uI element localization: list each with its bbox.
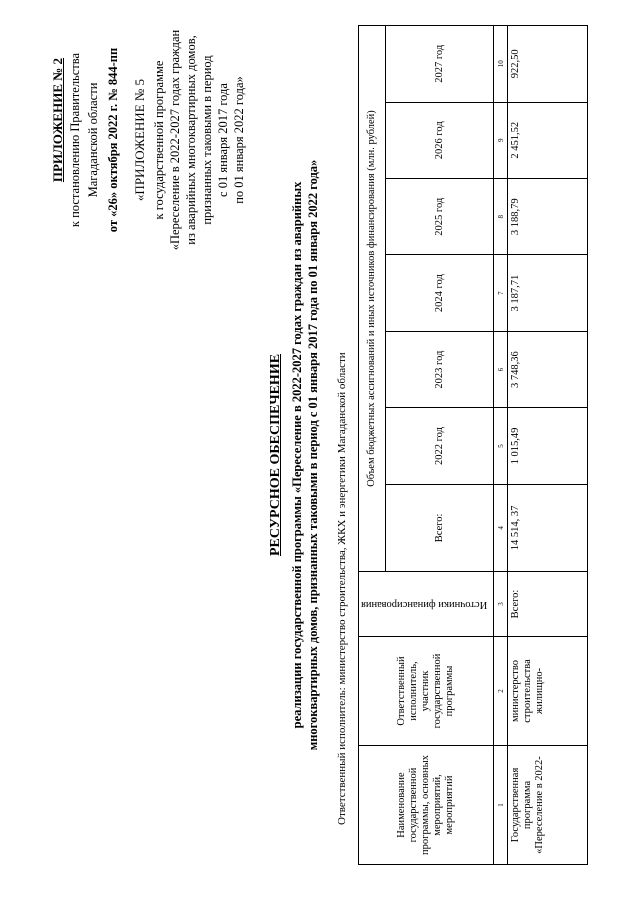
resource-table <box>358 25 588 865</box>
document-subtitle-line-2: многоквартирных домов, признанных таковыми в период с 01 января 2017 года по 01 января 2022 года» <box>306 159 320 751</box>
col-header-2022: 2022 год <box>386 408 494 484</box>
appendix-5-line-5: с 01 января 2017 года <box>216 83 230 197</box>
row-2026: 2 451,52 <box>508 102 588 178</box>
document-title: РЕСУРСНОЕ ОБЕСПЕЧЕНИЕ <box>268 353 283 557</box>
col-header-2024: 2024 год <box>386 255 494 331</box>
appendix-5-line-3: из аварийных многоквартирных домов, <box>184 35 198 245</box>
col-header-2026: 2026 год <box>386 102 494 178</box>
col-header-executor: Ответственный исполнитель, участник государственной программы <box>359 637 494 746</box>
row-2023: 3 748,36 <box>508 331 588 407</box>
document-subtitle-line-1: реализации государственной программы «Переселение в 2022-2027 годах граждан из аварийных <box>290 181 304 729</box>
col-num-8: 8 <box>494 178 508 254</box>
appendix-date-line: от «26» октября 2022 г. № 844-пп <box>106 47 120 233</box>
appendix-line-2: Магаданской области <box>86 82 100 198</box>
appendix-5-line-1: к государственной программе <box>152 60 166 220</box>
col-header-sources: Источники финансирования <box>359 572 494 637</box>
col-header-2025: 2025 год <box>386 178 494 254</box>
col-num-2: 2 <box>494 637 508 746</box>
responsible-executor: Ответственный исполнитель: министерство строительства, ЖКХ и энергетики Магаданской области <box>336 352 348 825</box>
col-header-2027: 2027 год <box>386 26 494 103</box>
row-source: Всего: <box>508 572 588 637</box>
col-num-9: 9 <box>494 102 508 178</box>
row-program-name: Государственная программа «Переселение в 2022- <box>508 746 588 865</box>
row-2024: 3 187,71 <box>508 255 588 331</box>
appendix-5-line-4: признанных таковыми в период <box>200 55 214 225</box>
col-header-total: Всего: <box>386 484 494 571</box>
col-num-3: 3 <box>494 572 508 637</box>
col-header-volume: Объем бюджетных ассигнований и иных источников финансирования (млн. рублей) <box>359 26 386 572</box>
row-total: 14 514, 37 <box>508 484 588 571</box>
col-header-2023: 2023 год <box>386 331 494 407</box>
appendix-5-line-6: по 01 января 2022 года» <box>232 76 246 204</box>
row-2025: 3 188,79 <box>508 178 588 254</box>
col-header-name: Наименование государственной программы, основных мероприятий, мероприятий <box>359 746 494 865</box>
row-executor: министерство строительства жилищно- <box>508 637 588 746</box>
appendix-5-title: «ПРИЛОЖЕНИЕ № 5 <box>132 78 147 202</box>
col-num-7: 7 <box>494 255 508 331</box>
col-num-6: 6 <box>494 331 508 407</box>
appendix-5-line-2: «Переселение в 2022-2027 годах граждан <box>168 29 182 251</box>
col-num-1: 1 <box>494 746 508 865</box>
col-num-10: 10 <box>494 26 508 103</box>
table-row <box>508 26 588 865</box>
appendix-title: ПРИЛОЖЕНИЕ № 2 <box>50 57 65 183</box>
col-num-5: 5 <box>494 408 508 484</box>
col-num-4: 4 <box>494 484 508 571</box>
row-2022: 1 015,49 <box>508 408 588 484</box>
row-2027: 922,50 <box>508 26 588 103</box>
appendix-line-1: к постановлению Правительства <box>68 52 82 228</box>
